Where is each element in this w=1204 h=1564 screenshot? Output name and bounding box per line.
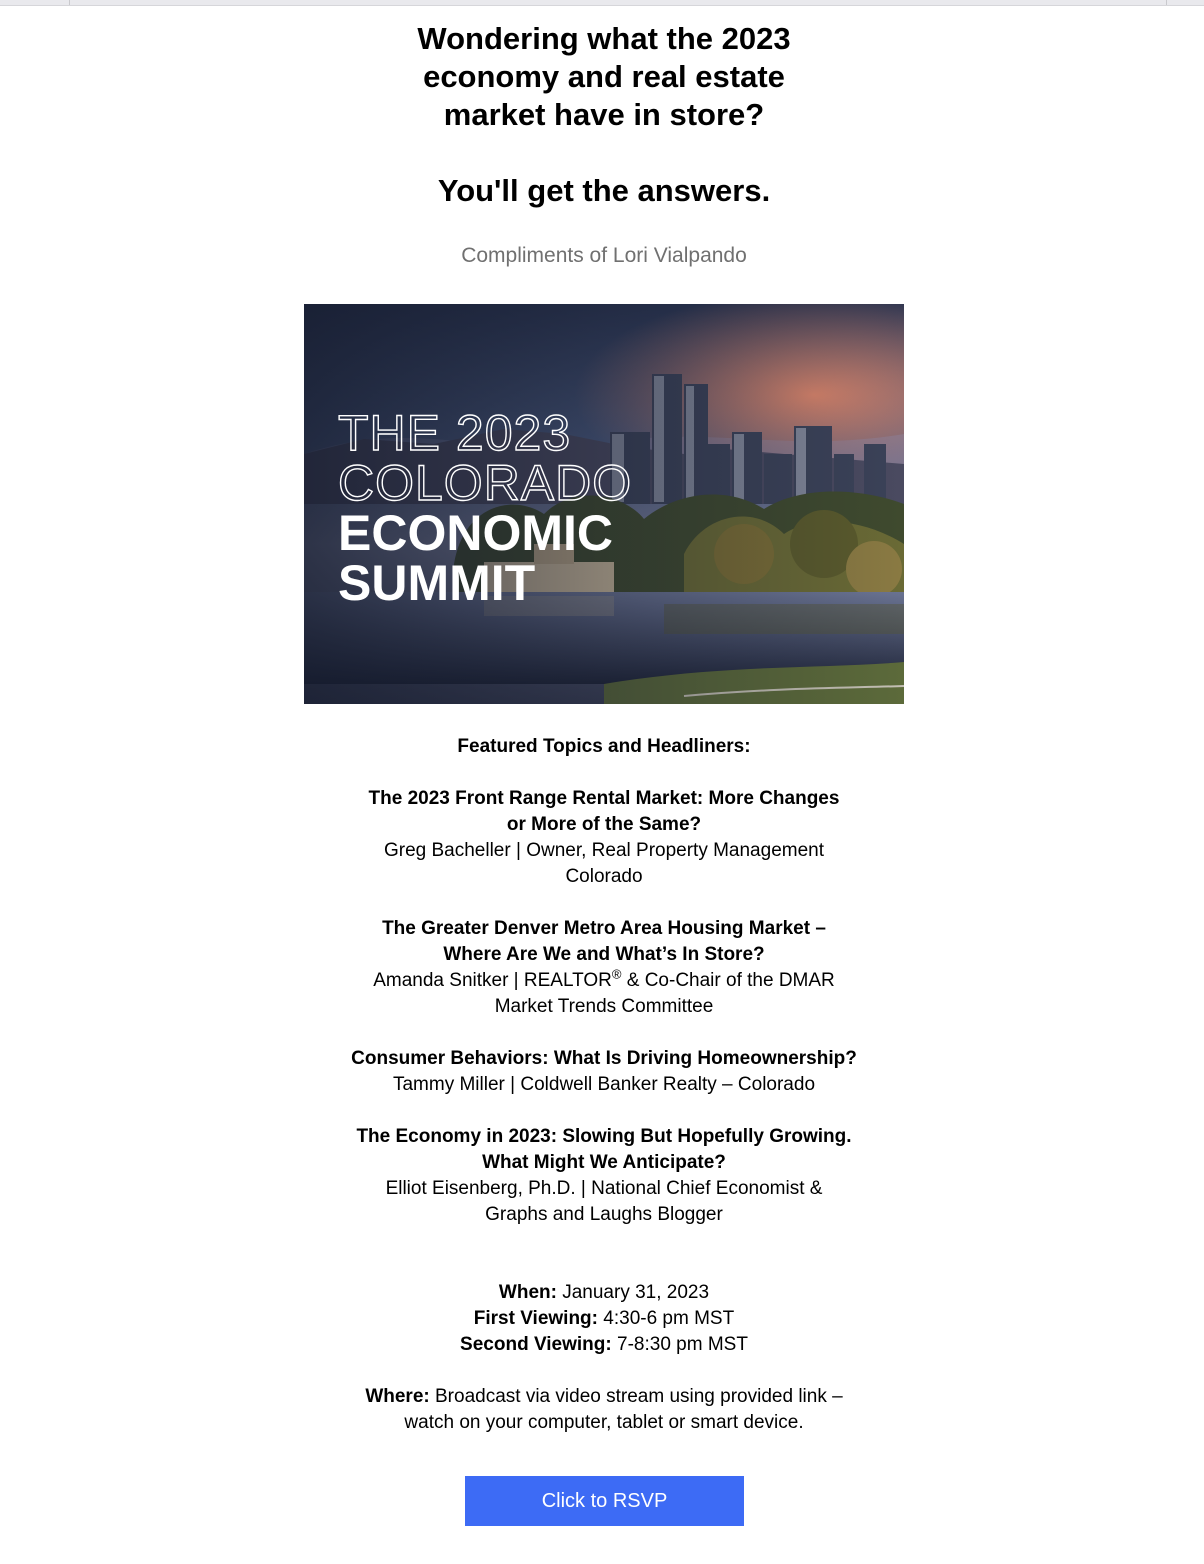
browser-top-bar [0,0,1204,6]
hero-title-line: THE 2023 [338,405,572,461]
event-first-viewing [302,1306,906,1332]
topic-title: Where Are We and What’s In Store? [443,944,765,965]
event-second-viewing [302,1332,906,1358]
topic-title: Consumer Behaviors: What Is Driving Homeownership? [351,1048,857,1069]
where-label: Where: [365,1386,430,1407]
where-line [302,1384,906,1410]
topic-title: or More of the Same? [506,814,702,835]
first-viewing-label: First Viewing: [473,1308,598,1329]
hero-title-line: ECONOMIC [338,505,613,561]
topic-speaker: Colorado [565,866,643,887]
top-bar-divider [1166,0,1167,5]
topic-speaker: Market Trends Committee [494,996,714,1017]
event-schedule [302,1280,906,1358]
headline [302,20,906,134]
topic-speaker-part: & Co-Chair of the DMAR [621,970,835,991]
hero-title-line: COLORADO [338,455,633,511]
hero-title [338,405,633,611]
top-bar-divider [69,0,70,5]
topic-speaker: Elliot Eisenberg, Ph.D. | National Chief Economist & [385,1178,823,1199]
event-where [302,1384,906,1436]
where-value: Broadcast via video stream using provided link – [429,1386,843,1407]
topic-title: The Greater Denver Metro Area Housing Market – [382,918,826,939]
where-line: watch on your computer, tablet or smart device. [404,1412,804,1433]
headline-line: Wondering what the 2023 [417,21,791,56]
subheadline: You'll get the answers. [437,173,771,208]
rsvp-button[interactable]: Click to RSVP [465,1476,744,1526]
hero-title-line: SUMMIT [338,555,536,611]
topic-speaker: Graphs and Laughs Blogger [485,1204,723,1225]
compliments-text: Compliments of Lori Vialpando [461,244,747,267]
event-when [302,1280,906,1306]
topics-heading: Featured Topics and Headliners: [457,736,751,757]
topic-speaker [302,968,906,994]
first-viewing-value: 4:30-6 pm MST [598,1308,735,1329]
second-viewing-value: 7-8:30 pm MST [611,1334,748,1355]
topic-item [302,916,906,1020]
headline-line: market have in store? [443,97,765,132]
topic-speaker: Tammy Miller | Coldwell Banker Realty – Colorado [392,1074,816,1095]
topic-item [302,786,906,890]
topic-title: The Economy in 2023: Slowing But Hopefully Growing. [356,1126,852,1147]
topic-speaker: Greg Bacheller | Owner, Real Property Management [383,840,825,861]
second-viewing-label: Second Viewing: [460,1334,612,1355]
when-label: When: [498,1282,557,1303]
topic-item [302,1124,906,1228]
topic-title: What Might We Anticipate? [482,1152,726,1173]
when-value: January 31, 2023 [556,1282,710,1303]
hero-banner-image [304,304,904,704]
registered-mark: ® [611,966,622,982]
headline-line: economy and real estate [423,59,785,94]
topic-title: The 2023 Front Range Rental Market: More Changes [368,788,840,809]
topic-item [302,1046,906,1098]
topic-speaker-part: Amanda Snitker | REALTOR [373,970,612,991]
